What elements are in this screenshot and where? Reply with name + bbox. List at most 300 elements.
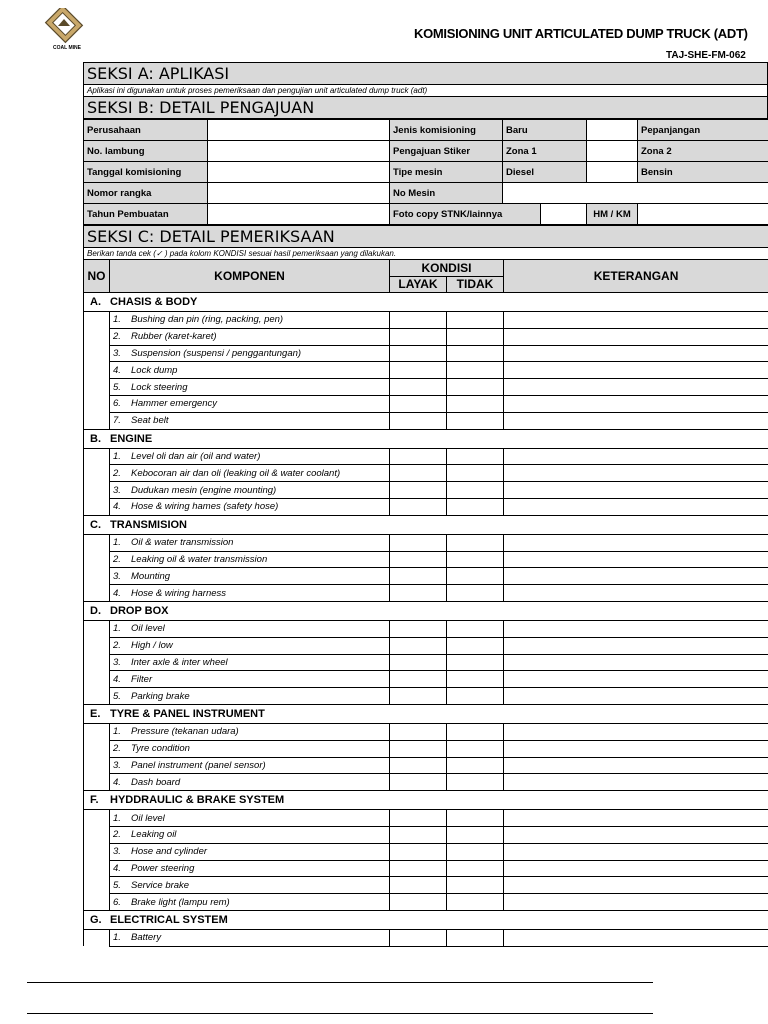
ok-checkbox-cell[interactable] bbox=[390, 395, 447, 412]
checklist-item-row bbox=[84, 585, 768, 602]
no-cell bbox=[84, 568, 110, 585]
checklist-body bbox=[84, 293, 768, 947]
not-ok-checkbox-cell[interactable] bbox=[447, 551, 504, 568]
remarks-cell[interactable] bbox=[504, 620, 768, 637]
remarks-cell[interactable] bbox=[504, 362, 768, 379]
item-label: Service brake bbox=[131, 879, 190, 891]
item-number: 5. bbox=[113, 381, 121, 393]
not-ok-checkbox-cell[interactable] bbox=[447, 723, 504, 740]
component-cell bbox=[110, 312, 390, 329]
section-a-table bbox=[83, 62, 768, 119]
item-number: 1. bbox=[113, 932, 121, 944]
component-cell bbox=[110, 362, 390, 379]
ok-checkbox-cell[interactable] bbox=[390, 328, 447, 345]
remarks-cell[interactable] bbox=[504, 379, 768, 396]
item-label: Kebocoran air dan oli (leaking oil & water coolant) bbox=[131, 467, 341, 479]
no-cell bbox=[84, 379, 110, 396]
ok-checkbox-cell[interactable] bbox=[390, 465, 447, 482]
remarks-cell[interactable] bbox=[504, 929, 768, 946]
item-number: 2. bbox=[113, 331, 121, 343]
remarks-cell[interactable] bbox=[504, 448, 768, 465]
component-cell bbox=[110, 654, 390, 671]
not-ok-checkbox-cell[interactable] bbox=[447, 894, 504, 911]
item-number: 3. bbox=[113, 656, 121, 668]
section-c-note: Berikan tanda cek (✓ ) pada kolom KONDISI sesuai hasil pemeriksaan yang dilakukan. bbox=[84, 248, 768, 260]
component-cell bbox=[110, 757, 390, 774]
no-cell bbox=[84, 929, 110, 946]
remarks-cell[interactable] bbox=[504, 877, 768, 894]
remarks-cell[interactable] bbox=[504, 654, 768, 671]
remarks-cell[interactable] bbox=[504, 757, 768, 774]
no-cell bbox=[84, 585, 110, 602]
no-cell bbox=[84, 723, 110, 740]
checklist-item-row bbox=[84, 534, 768, 551]
category-name: ENGINE bbox=[110, 432, 153, 445]
not-ok-checkbox-cell[interactable] bbox=[447, 774, 504, 791]
ok-checkbox-cell[interactable] bbox=[390, 637, 447, 654]
ok-checkbox-cell[interactable] bbox=[390, 671, 447, 688]
remarks-cell[interactable] bbox=[504, 585, 768, 602]
option-diesel-label: Diesel bbox=[503, 162, 587, 183]
item-number: 4. bbox=[113, 587, 121, 599]
component-cell bbox=[110, 448, 390, 465]
category-name: HYDDRAULIC & BRAKE SYSTEM bbox=[110, 794, 285, 807]
remarks-cell[interactable] bbox=[504, 328, 768, 345]
category-letter: F. bbox=[90, 794, 99, 807]
remarks-cell[interactable] bbox=[504, 637, 768, 654]
not-ok-checkbox-cell[interactable] bbox=[447, 312, 504, 329]
ok-checkbox-cell[interactable] bbox=[390, 412, 447, 429]
checklist-item-row bbox=[84, 395, 768, 412]
remarks-cell[interactable] bbox=[504, 482, 768, 499]
checklist-item-row bbox=[84, 362, 768, 379]
no-cell bbox=[84, 810, 110, 827]
checklist-item-row bbox=[84, 568, 768, 585]
category-title bbox=[84, 515, 768, 534]
not-ok-checkbox-cell[interactable] bbox=[447, 362, 504, 379]
item-label: Battery bbox=[131, 932, 162, 944]
ok-checkbox-cell[interactable] bbox=[390, 345, 447, 362]
not-ok-checkbox-cell[interactable] bbox=[447, 740, 504, 757]
remarks-cell[interactable] bbox=[504, 412, 768, 429]
category-row bbox=[84, 515, 768, 534]
option-gasoline-label: Bensin bbox=[638, 162, 768, 183]
item-label: Leaking oil & water transmission bbox=[131, 553, 268, 565]
checklist-item-row bbox=[84, 345, 768, 362]
checklist-item-row bbox=[84, 877, 768, 894]
component-cell bbox=[110, 843, 390, 860]
component-cell bbox=[110, 929, 390, 946]
checklist-item-row bbox=[84, 312, 768, 329]
item-number: 2. bbox=[113, 640, 121, 652]
ok-checkbox-cell[interactable] bbox=[390, 843, 447, 860]
section-a-note: Aplikasi ini digunakan untuk proses pemeriksaan dan pengujian unit articulated dump truck (adt) bbox=[84, 85, 768, 97]
item-number: 1. bbox=[113, 314, 121, 326]
item-label: Dudukan mesin (engine mounting) bbox=[131, 484, 277, 496]
not-ok-checkbox-cell[interactable] bbox=[447, 826, 504, 843]
ok-checkbox-cell[interactable] bbox=[390, 757, 447, 774]
category-letter: G. bbox=[90, 913, 102, 926]
not-ok-checkbox-cell[interactable] bbox=[447, 877, 504, 894]
checklist-item-row bbox=[84, 894, 768, 911]
no-cell bbox=[84, 362, 110, 379]
section-c-table bbox=[83, 225, 768, 947]
item-number: 4. bbox=[113, 364, 121, 376]
ok-checkbox-cell[interactable] bbox=[390, 448, 447, 465]
checklist-item-row bbox=[84, 498, 768, 515]
stnk-copy-label: Foto copy STNK/lainnya bbox=[390, 204, 541, 225]
item-number: 2. bbox=[113, 829, 121, 841]
no-cell bbox=[84, 843, 110, 860]
engine-number-label: No Mesin bbox=[390, 183, 503, 204]
col-header-condition: KONDISI bbox=[390, 260, 504, 277]
component-cell bbox=[110, 826, 390, 843]
checklist-item-row bbox=[84, 810, 768, 827]
item-label: Filter bbox=[131, 673, 153, 685]
item-label: Leaking oil bbox=[131, 829, 177, 841]
category-letter: C. bbox=[90, 518, 101, 531]
checklist-item-row bbox=[84, 637, 768, 654]
option-diesel-checkbox[interactable] bbox=[587, 162, 638, 183]
component-cell bbox=[110, 345, 390, 362]
checklist-item-row bbox=[84, 757, 768, 774]
remarks-cell[interactable] bbox=[504, 723, 768, 740]
no-cell bbox=[84, 877, 110, 894]
item-label: Power steering bbox=[131, 862, 195, 874]
engine-number-field[interactable] bbox=[503, 183, 768, 204]
ok-checkbox-cell[interactable] bbox=[390, 774, 447, 791]
item-number: 7. bbox=[113, 415, 121, 427]
item-label: Inter axle & inter wheel bbox=[131, 656, 228, 668]
category-name: CHASIS & BODY bbox=[110, 296, 198, 308]
col-header-not-ok: TIDAK bbox=[447, 276, 504, 293]
item-label: Hose & wiring hames (safety hose) bbox=[131, 501, 279, 513]
not-ok-checkbox-cell[interactable] bbox=[447, 860, 504, 877]
not-ok-checkbox-cell[interactable] bbox=[447, 810, 504, 827]
ok-checkbox-cell[interactable] bbox=[390, 498, 447, 515]
commissioning-form bbox=[83, 62, 768, 947]
remarks-cell[interactable] bbox=[504, 740, 768, 757]
item-number: 2. bbox=[113, 553, 121, 565]
item-label: Seat belt bbox=[131, 415, 169, 427]
item-label: Level oli dan air (oil and water) bbox=[131, 450, 261, 462]
commissioning-date-field[interactable] bbox=[208, 162, 390, 183]
ok-checkbox-cell[interactable] bbox=[390, 894, 447, 911]
no-cell bbox=[84, 465, 110, 482]
remarks-cell[interactable] bbox=[504, 312, 768, 329]
remarks-cell[interactable] bbox=[504, 345, 768, 362]
component-cell bbox=[110, 379, 390, 396]
item-label: Bushing dan pin (ring, packing, pen) bbox=[131, 314, 284, 326]
not-ok-checkbox-cell[interactable] bbox=[447, 585, 504, 602]
item-number: 2. bbox=[113, 467, 121, 479]
checklist-item-row bbox=[84, 379, 768, 396]
item-number: 4. bbox=[113, 501, 121, 513]
item-label: High / low bbox=[131, 640, 173, 652]
category-letter: A. bbox=[90, 296, 101, 308]
item-label: Pressure (tekanan udara) bbox=[131, 726, 239, 738]
item-label: Lock steering bbox=[131, 381, 188, 393]
ok-checkbox-cell[interactable] bbox=[390, 929, 447, 946]
item-label: Hammer emergency bbox=[131, 398, 218, 410]
checklist-item-row bbox=[84, 843, 768, 860]
item-label: Hose & wiring harness bbox=[131, 587, 227, 599]
not-ok-checkbox-cell[interactable] bbox=[447, 757, 504, 774]
no-cell bbox=[84, 740, 110, 757]
ok-checkbox-cell[interactable] bbox=[390, 826, 447, 843]
category-letter: B. bbox=[90, 432, 101, 445]
stnk-copy-field[interactable] bbox=[541, 204, 587, 225]
remarks-cell[interactable] bbox=[504, 465, 768, 482]
hm-km-field[interactable] bbox=[638, 204, 768, 225]
not-ok-checkbox-cell[interactable] bbox=[447, 534, 504, 551]
document-title: KOMISIONING UNIT ARTICULATED DUMP TRUCK (ADT) bbox=[414, 26, 748, 41]
component-cell bbox=[110, 637, 390, 654]
not-ok-checkbox-cell[interactable] bbox=[447, 482, 504, 499]
remarks-cell[interactable] bbox=[504, 568, 768, 585]
no-cell bbox=[84, 448, 110, 465]
ok-checkbox-cell[interactable] bbox=[390, 312, 447, 329]
ok-checkbox-cell[interactable] bbox=[390, 654, 447, 671]
remarks-cell[interactable] bbox=[504, 534, 768, 551]
component-cell bbox=[110, 534, 390, 551]
remarks-cell[interactable] bbox=[504, 498, 768, 515]
checklist-item-row bbox=[84, 740, 768, 757]
col-header-remarks: KETERANGAN bbox=[504, 260, 768, 293]
no-cell bbox=[84, 312, 110, 329]
no-cell bbox=[84, 412, 110, 429]
no-cell bbox=[84, 894, 110, 911]
not-ok-checkbox-cell[interactable] bbox=[447, 637, 504, 654]
ok-checkbox-cell[interactable] bbox=[390, 620, 447, 637]
ok-checkbox-cell[interactable] bbox=[390, 568, 447, 585]
commissioning-type-label: Jenis komisioning bbox=[390, 120, 503, 141]
checklist-item-row bbox=[84, 774, 768, 791]
signature-line-2 bbox=[27, 1013, 653, 1014]
not-ok-checkbox-cell[interactable] bbox=[447, 379, 504, 396]
item-number: 3. bbox=[113, 759, 121, 771]
option-zone2-label: Zona 2 bbox=[638, 141, 768, 162]
item-label: Oil level bbox=[131, 623, 165, 635]
not-ok-checkbox-cell[interactable] bbox=[447, 843, 504, 860]
item-label: Dash board bbox=[131, 776, 181, 788]
ok-checkbox-cell[interactable] bbox=[390, 362, 447, 379]
component-cell bbox=[110, 498, 390, 515]
item-number: 1. bbox=[113, 726, 121, 738]
col-header-component: KOMPONEN bbox=[110, 260, 390, 293]
ok-checkbox-cell[interactable] bbox=[390, 688, 447, 705]
item-number: 1. bbox=[113, 450, 121, 462]
item-number: 6. bbox=[113, 896, 121, 908]
component-cell bbox=[110, 860, 390, 877]
no-cell bbox=[84, 637, 110, 654]
manufacture-year-field[interactable] bbox=[208, 204, 390, 225]
hull-number-field[interactable] bbox=[208, 141, 390, 162]
no-cell bbox=[84, 654, 110, 671]
item-number: 1. bbox=[113, 812, 121, 824]
option-zone1-label: Zona 1 bbox=[503, 141, 587, 162]
manufacture-year-label: Tahun Pembuatan bbox=[84, 204, 208, 225]
component-cell bbox=[110, 671, 390, 688]
not-ok-checkbox-cell[interactable] bbox=[447, 929, 504, 946]
component-cell bbox=[110, 894, 390, 911]
category-name: TRANSMISION bbox=[110, 518, 187, 531]
no-cell bbox=[84, 498, 110, 515]
not-ok-checkbox-cell[interactable] bbox=[447, 671, 504, 688]
hull-number-label: No. lambung bbox=[84, 141, 208, 162]
svg-text:COAL MINE: COAL MINE bbox=[53, 45, 81, 51]
item-number: 4. bbox=[113, 776, 121, 788]
not-ok-checkbox-cell[interactable] bbox=[447, 412, 504, 429]
item-label: Brake light (lampu rem) bbox=[131, 896, 230, 908]
ok-checkbox-cell[interactable] bbox=[390, 551, 447, 568]
no-cell bbox=[84, 671, 110, 688]
checklist-item-row bbox=[84, 826, 768, 843]
category-row bbox=[84, 429, 768, 448]
checklist-item-row bbox=[84, 929, 768, 946]
remarks-cell[interactable] bbox=[504, 843, 768, 860]
signature-line-1 bbox=[27, 982, 653, 983]
section-b-table bbox=[83, 119, 768, 225]
ok-checkbox-cell[interactable] bbox=[390, 482, 447, 499]
company-label: Perusahaan bbox=[84, 120, 208, 141]
remarks-cell[interactable] bbox=[504, 688, 768, 705]
chassis-number-label: Nomor rangka bbox=[84, 183, 208, 204]
checklist-item-row bbox=[84, 723, 768, 740]
component-cell bbox=[110, 723, 390, 740]
no-cell bbox=[84, 395, 110, 412]
no-cell bbox=[84, 534, 110, 551]
option-zone1-checkbox[interactable] bbox=[587, 141, 638, 162]
option-new-label: Baru bbox=[503, 120, 587, 141]
no-cell bbox=[84, 860, 110, 877]
item-label: Oil & water transmission bbox=[131, 537, 234, 549]
col-header-ok: LAYAK bbox=[390, 276, 447, 293]
remarks-cell[interactable] bbox=[504, 810, 768, 827]
item-label: Hose and cylinder bbox=[131, 846, 208, 858]
checklist-item-row bbox=[84, 448, 768, 465]
category-name: DROP BOX bbox=[110, 604, 169, 617]
commissioning-date-label: Tanggal komisioning bbox=[84, 162, 208, 183]
no-cell bbox=[84, 688, 110, 705]
section-b-title: SEKSI B: DETAIL PENGAJUAN bbox=[84, 97, 768, 119]
category-name: ELECTRICAL SYSTEM bbox=[110, 913, 228, 926]
category-title bbox=[84, 293, 768, 312]
ok-checkbox-cell[interactable] bbox=[390, 810, 447, 827]
component-cell bbox=[110, 877, 390, 894]
not-ok-checkbox-cell[interactable] bbox=[447, 345, 504, 362]
hm-km-label: HM / KM bbox=[587, 204, 638, 225]
remarks-cell[interactable] bbox=[504, 395, 768, 412]
item-label: Lock dump bbox=[131, 364, 178, 376]
remarks-cell[interactable] bbox=[504, 671, 768, 688]
checklist-item-row bbox=[84, 671, 768, 688]
remarks-cell[interactable] bbox=[504, 894, 768, 911]
item-number: 2. bbox=[113, 743, 121, 755]
category-row bbox=[84, 293, 768, 312]
no-cell bbox=[84, 757, 110, 774]
company-logo bbox=[40, 8, 94, 52]
ok-checkbox-cell[interactable] bbox=[390, 379, 447, 396]
not-ok-checkbox-cell[interactable] bbox=[447, 688, 504, 705]
not-ok-checkbox-cell[interactable] bbox=[447, 654, 504, 671]
not-ok-checkbox-cell[interactable] bbox=[447, 395, 504, 412]
component-cell bbox=[110, 395, 390, 412]
not-ok-checkbox-cell[interactable] bbox=[447, 448, 504, 465]
component-cell bbox=[110, 740, 390, 757]
component-cell bbox=[110, 482, 390, 499]
not-ok-checkbox-cell[interactable] bbox=[447, 620, 504, 637]
component-cell bbox=[110, 620, 390, 637]
chassis-number-field[interactable] bbox=[208, 183, 390, 204]
category-row bbox=[84, 704, 768, 723]
no-cell bbox=[84, 482, 110, 499]
item-number: 4. bbox=[113, 673, 121, 685]
document-code: TAJ-SHE-FM-062 bbox=[666, 50, 746, 61]
not-ok-checkbox-cell[interactable] bbox=[447, 328, 504, 345]
section-a-title: SEKSI A: APLIKASI bbox=[84, 63, 768, 85]
component-cell bbox=[110, 551, 390, 568]
ok-checkbox-cell[interactable] bbox=[390, 723, 447, 740]
not-ok-checkbox-cell[interactable] bbox=[447, 568, 504, 585]
no-cell bbox=[84, 551, 110, 568]
category-letter: D. bbox=[90, 604, 101, 617]
not-ok-checkbox-cell[interactable] bbox=[447, 498, 504, 515]
col-header-no: NO bbox=[84, 260, 110, 293]
item-number: 3. bbox=[113, 484, 121, 496]
component-cell bbox=[110, 412, 390, 429]
category-title bbox=[84, 704, 768, 723]
component-cell bbox=[110, 810, 390, 827]
checklist-item-row bbox=[84, 654, 768, 671]
remarks-cell[interactable] bbox=[504, 774, 768, 791]
sticker-request-label: Pengajuan Stiker bbox=[390, 141, 503, 162]
remarks-cell[interactable] bbox=[504, 860, 768, 877]
not-ok-checkbox-cell[interactable] bbox=[447, 465, 504, 482]
remarks-cell[interactable] bbox=[504, 551, 768, 568]
checklist-item-row bbox=[84, 688, 768, 705]
option-new-checkbox[interactable] bbox=[587, 120, 638, 141]
component-cell bbox=[110, 465, 390, 482]
checklist-item-row bbox=[84, 620, 768, 637]
component-cell bbox=[110, 568, 390, 585]
item-number: 6. bbox=[113, 398, 121, 410]
remarks-cell[interactable] bbox=[504, 826, 768, 843]
category-name: TYRE & PANEL INSTRUMENT bbox=[110, 707, 265, 720]
ok-checkbox-cell[interactable] bbox=[390, 585, 447, 602]
item-label: Mounting bbox=[131, 570, 171, 582]
category-title bbox=[84, 601, 768, 620]
ok-checkbox-cell[interactable] bbox=[390, 877, 447, 894]
category-row bbox=[84, 791, 768, 810]
item-number: 5. bbox=[113, 690, 121, 702]
ok-checkbox-cell[interactable] bbox=[390, 534, 447, 551]
item-number: 5. bbox=[113, 879, 121, 891]
company-field[interactable] bbox=[208, 120, 390, 141]
item-label: Oil level bbox=[131, 812, 165, 824]
checklist-item-row bbox=[84, 465, 768, 482]
category-row bbox=[84, 910, 768, 929]
checklist-item-row bbox=[84, 412, 768, 429]
item-number: 3. bbox=[113, 347, 121, 359]
item-number: 3. bbox=[113, 570, 121, 582]
checklist-item-row bbox=[84, 860, 768, 877]
ok-checkbox-cell[interactable] bbox=[390, 740, 447, 757]
ok-checkbox-cell[interactable] bbox=[390, 860, 447, 877]
no-cell bbox=[84, 826, 110, 843]
category-title bbox=[84, 791, 768, 810]
section-c-title: SEKSI C: DETAIL PEMERIKSAAN bbox=[84, 226, 768, 248]
